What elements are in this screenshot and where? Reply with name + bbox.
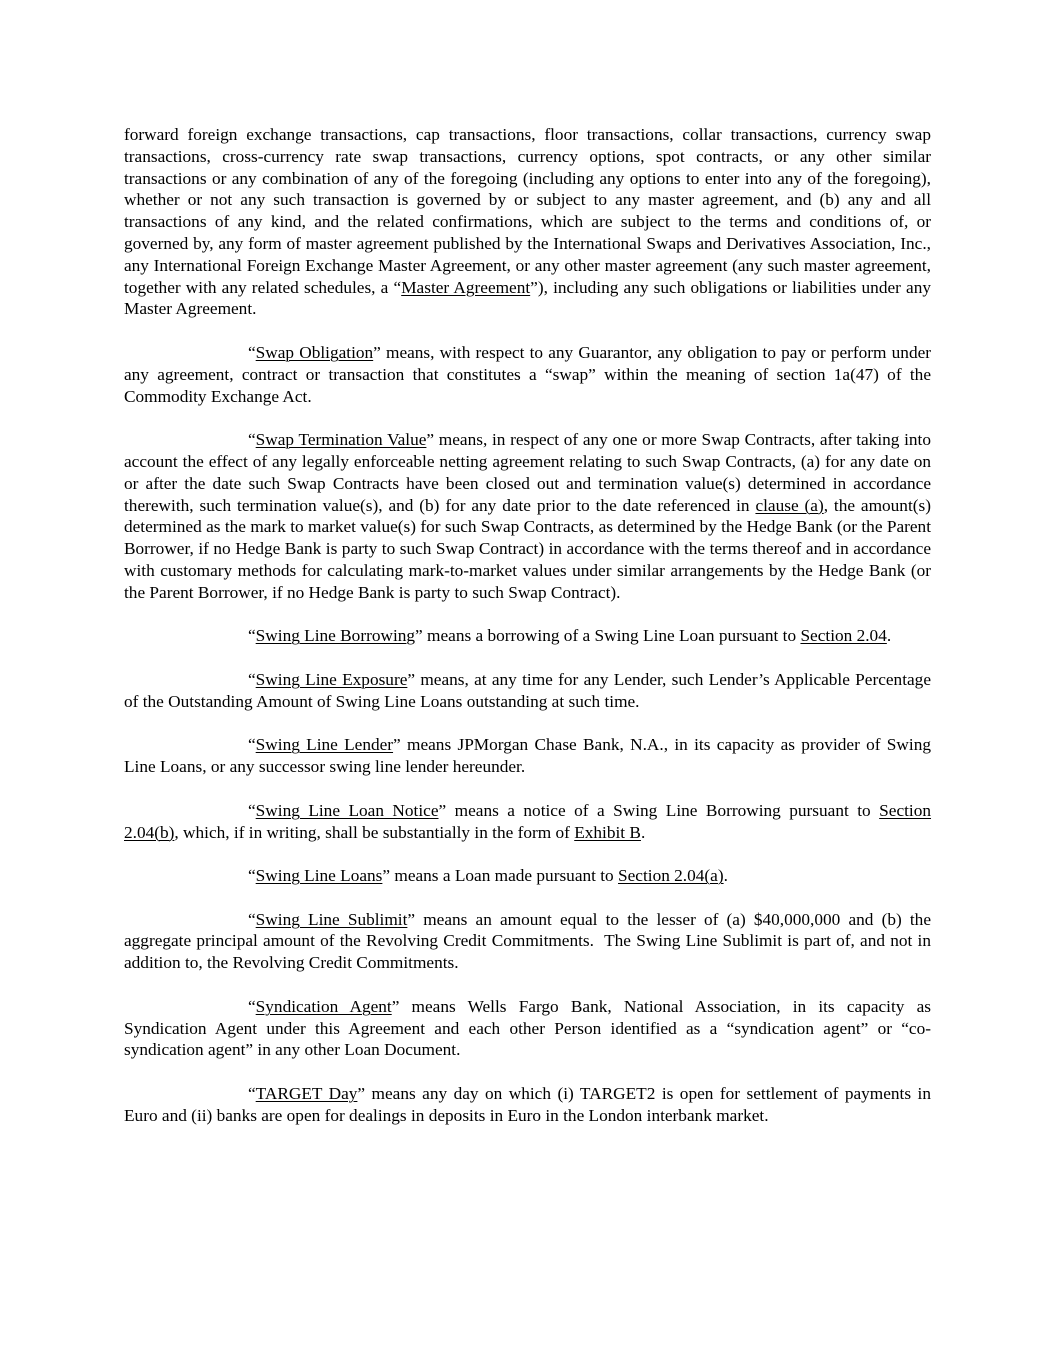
- text-span: “: [248, 430, 256, 450]
- defined-term-swing-line-borrowing: Swing Line Borrowing: [255, 626, 416, 646]
- text-span: “: [248, 996, 256, 1016]
- paragraph-swap-contract-continued: [124, 124, 931, 320]
- text-span: “: [248, 669, 256, 689]
- cross-reference-section-2-04: Section 2.04: [800, 626, 887, 646]
- defined-term-swing-line-exposure: Swing Line Exposure: [255, 669, 408, 689]
- text-span: forward foreign exchange transactions, cap transactions, floor transactions, collar transactions, currency swap transactions, cross-currency rate swap transactions, currency options, spot contracts, or any other similar transactions or any combination of any of the foregoing (including any options to enter into any of the foregoing), whether or not any such transaction is governed by or subject to any master agreement, and (b) any and all transactions of any kind, and the related confirmations, which are subject to the terms and conditions of, or governed by, any form of master agreement published by the International Swaps and Derivatives Association, Inc., any International Foreign Exchange Master Agreement, or any other master agreement (any such master agreement, together with any related schedules, a “: [124, 125, 931, 297]
- defined-term-target-day: TARGET Day: [255, 1084, 358, 1104]
- text-span: “: [248, 909, 256, 929]
- defined-term-swing-line-sublimit: Swing Line Sublimit: [255, 909, 408, 929]
- paragraph-swing-line-lender: [124, 734, 931, 778]
- defined-term-swing-line-loan-notice: Swing Line Loan Notice: [255, 800, 439, 820]
- text-span: ” means, at any time for any Lender, such Lender’s Applicable Percentage of the Outstanding Amount of Swing Line Loans outstanding at such time.: [124, 669, 931, 711]
- cross-reference-clause-a: clause (a): [755, 495, 824, 515]
- text-span: .: [723, 866, 728, 886]
- text-span: ” means any day on which (i) TARGET2 is open for settlement of payments in Euro and (ii) banks are open for dealings in deposits in Euro in the London interbank market.: [124, 1084, 931, 1125]
- text-span: ” means Wells Fargo Bank, National Association, in its capacity as Syndication Agent under this Agreement and each other Person identified as a “syndication agent” or “co-syndication agent” in any other Loan Document.: [124, 996, 931, 1060]
- cross-reference-exhibit-b: Exhibit B: [574, 822, 641, 842]
- paragraph-swing-line-loan-notice: [124, 800, 931, 844]
- text-span: ” means, with respect to any Guarantor, any obligation to pay or perform under any agreement, contract or transaction that constitutes a “swap” within the meaning of section 1a(47) of the Commodity Exchange Act.: [124, 342, 932, 406]
- paragraph-swing-line-borrowing: [124, 625, 931, 647]
- document-body: [124, 124, 936, 1148]
- defined-term-syndication-agent: Syndication Agent: [255, 996, 392, 1016]
- text-span: “: [248, 735, 256, 755]
- text-span: ” means a borrowing of a Swing Line Loan pursuant to: [415, 626, 801, 646]
- paragraph-swing-line-loans: [124, 865, 931, 887]
- text-span: “: [248, 342, 256, 362]
- text-span: ” means an amount equal to the lesser of (a) $40,000,000 and (b) the aggregate principal amount of the Revolving Credit Commitments. The Swing Line Sublimit is part of, and not in addition to, the Revolving Credit Commitments.: [124, 909, 936, 973]
- paragraph-swap-obligation: [124, 342, 931, 407]
- cross-reference-section-2-04-b: Section 2.04(b): [124, 800, 932, 842]
- text-span: “: [248, 1084, 256, 1104]
- defined-term-swing-line-lender: Swing Line Lender: [255, 735, 394, 755]
- text-span: , the amount(s) determined as the mark to market value(s) for such Swap Contracts, as determined by the Hedge Bank (or the Parent Borrower, if no Hedge Bank is party to such Swap Contract) in accordance with the terms thereof and in accordance with customary methods for calculating mark-to-market values under similar arrangements by the Hedge Bank (or the Parent Borrower, if no Hedge Bank is party to such Swap Contract).: [124, 495, 931, 602]
- text-span: “: [248, 800, 256, 820]
- text-span: ”), including any such obligations or liabilities under any Master Agreement.: [124, 277, 932, 319]
- text-span: , which, if in writing, shall be substantially in the form of: [174, 822, 575, 842]
- text-span: .: [640, 822, 646, 842]
- defined-term-master-agreement: Master Agreement: [401, 277, 531, 297]
- text-span: ” means, in respect of any one or more Swap Contracts, after taking into account the effect of any legally enforceable netting agreement relating to such Swap Contracts, (a) for any date on or after the date such Swap Contracts have been closed out and termination value(s) determined in accordance therewith, such termination value(s), and (b) for any date prior to the date referenced in: [124, 430, 931, 515]
- text-span: ” means a Loan made pursuant to: [382, 866, 619, 886]
- cross-reference-section-2-04-a: Section 2.04(a): [618, 866, 724, 886]
- text-span: ” means JPMorgan Chase Bank, N.A., in its capacity as provider of Swing Line Loans, or any successor swing line lender hereunder.: [124, 735, 931, 777]
- text-span: .: [886, 626, 892, 646]
- paragraph-swap-termination-value: [124, 429, 931, 603]
- paragraph-target-day: [124, 1083, 931, 1127]
- text-span: “: [248, 626, 256, 646]
- paragraph-swing-line-sublimit: [124, 909, 936, 974]
- text-span: “: [248, 866, 256, 886]
- paragraph-syndication-agent: [124, 996, 931, 1061]
- defined-term-swing-line-loans: Swing Line Loans: [255, 866, 383, 886]
- defined-term-swap-termination-value: Swap Termination Value: [255, 430, 427, 450]
- defined-term-swap-obligation: Swap Obligation: [255, 342, 374, 362]
- paragraph-swing-line-exposure: [124, 669, 931, 713]
- text-span: ” means a notice of a Swing Line Borrowing pursuant to: [438, 800, 880, 820]
